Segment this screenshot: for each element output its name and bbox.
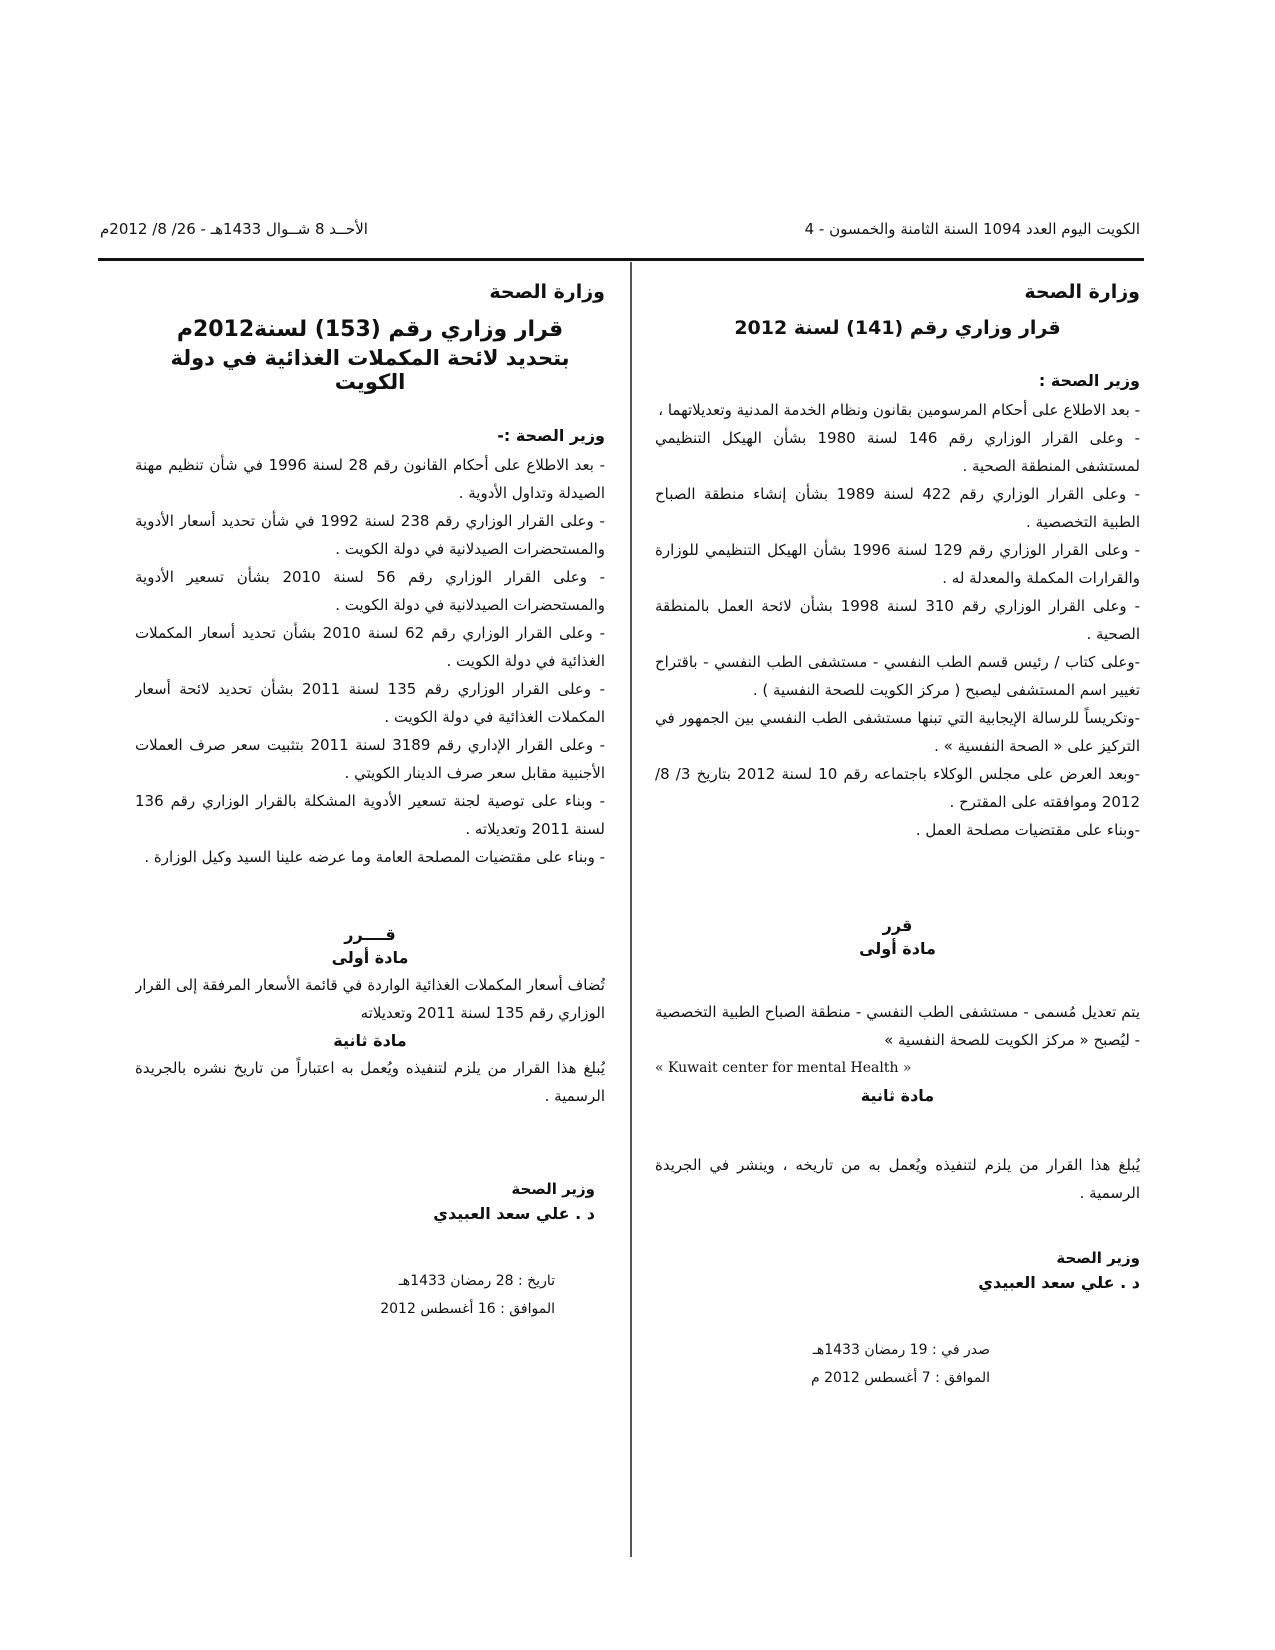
decree-title: قرار وزاري رقم (153) لسنة2012م (176, 317, 564, 342)
decree-title: قرار وزاري رقم (141) لسنة 2012 (734, 317, 1061, 339)
signature-title: وزير الصحة (1056, 1249, 1140, 1267)
ministry-heading: وزارة الصحة (1024, 281, 1140, 303)
preamble-para: - وعلى القرار الوزاري رقم 146 لسنة 1980 بشأن الهيكل التنظيمي لمستشفى المنطقة الصحية . (655, 429, 1140, 475)
preamble-para: -وبناء على مقتضيات مصلحة العمل . (915, 821, 1140, 839)
header-right: الكويت اليوم العدد 1094 السنة الثامنة والخمسون - 4 (804, 220, 1140, 238)
preamble-para: - بعد الاطلاع على أحكام القانون رقم 28 لسنة 1996 في شأن تنظيم مهنة الصيدلة وتداول الأدوية . (135, 456, 605, 502)
article-1-title: مادة أولى (331, 948, 409, 967)
preamble-para: - وعلى القرار الوزاري رقم 135 لسنة 2011 بشأن تحديد لائحة أسعار المكملات الغذائية في دولة الكويت . (135, 680, 605, 726)
decree-153-column (135, 275, 605, 1550)
preamble-para: - وعلى القرار الوزاري رقم 422 لسنة 1989 بشأن إنشاء منطقة الصباح الطبية التخصصية . (655, 485, 1140, 531)
preamble-para: - وعلى القرار الوزاري رقم 62 لسنة 2010 بشأن تحديد أسعار المكملات الغذائية في دولة الكويت . (135, 624, 605, 670)
preamble-para: - وبناء على توصية لجنة تسعير الأدوية المشكلة بالقرار الوزاري رقم 136 لسنة 2011 وتعديلاته . (135, 792, 605, 838)
article-1-text: تُضاف أسعار المكملات الغذائية الواردة في قائمة الأسعار المرفقة إلى القرار الوزاري رقم 135 لسنة 2011 وتعديلاته (135, 976, 605, 1022)
column-divider (630, 262, 632, 1557)
preamble-para: -وعلى كتاب / رئيس قسم الطب النفسي - مستشفى الطب النفسي - باقتراح تغيير اسم المستشفى ليصبح ( مركز الكويت للصحة النفسية ) . (655, 653, 1140, 699)
running-header (100, 220, 1140, 250)
preamble-para: -وبعد العرض على مجلس الوكلاء باجتماعه رقم 10 لسنة 2012 بتاريخ 3/ 8/ 2012 وموافقته على المقترح . (655, 765, 1140, 811)
issue-date: تاريخ : 28 رمضان 1433هـ (398, 1273, 555, 1289)
signature-title: وزير الصحة (511, 1180, 595, 1198)
article-1-title: مادة أولى (859, 939, 936, 958)
preamble-para: - وعلى القرار الوزاري رقم 310 لسنة 1998 بشأن لائحة العمل بالمنطقة الصحية . (655, 597, 1140, 643)
preamble-para: - بعد الاطلاع على أحكام المرسومين بقانون ونظام الخدمة المدنية وتعديلاتهما ، (658, 401, 1140, 419)
signature-name: د . علي سعد العبيدي (978, 1273, 1140, 1292)
header-rule (98, 258, 1144, 261)
decree-subtitle: بتحديد لائحة المكملات الغذائية في دولة الكويت (170, 346, 570, 394)
minister-label: وزير الصحة : (1038, 371, 1140, 390)
preamble-para: -وتكريساً للرسالة الإيجابية التي تبنها مستشفى الطب النفسي بين الجمهور في التركيز على « الصحة النفسية » . (655, 709, 1140, 755)
preamble-para: - وعلى القرار الإداري رقم 3189 لسنة 2011 بتثبيت سعر صرف العملات الأجنبية مقابل سعر صرف الدينار الكويتي . (135, 736, 605, 782)
signature-name: د . علي سعد العبيدي (433, 1204, 595, 1223)
article-2-title: مادة ثانية (333, 1031, 407, 1050)
preamble-para: - وعلى القرار الوزاري رقم 56 لسنة 2010 بشأن تسعير الأدوية والمستحضرات الصيدلانية في دولة الكويت . (135, 568, 605, 614)
article-2-title: مادة ثانية (860, 1086, 935, 1105)
minister-label: وزير الصحة :- (497, 426, 605, 445)
article-1-text: يتم تعديل مُسمى - مستشفى الطب النفسي - منطقة الصباح الطبية التخصصية - ليُصبح « مركز الكويت للصحة النفسية » (655, 1003, 1140, 1049)
article-1-latin: « Kuwait center for mental Health » (655, 1060, 912, 1076)
header-left: الأحــد 8 شــوال 1433هـ - 26/ 8/ 2012م (100, 220, 368, 238)
article-2-text: يُبلغ هذا القرار من يلزم لتنفيذه ويُعمل به اعتباراً من تاريخ نشره بالجريدة الرسمية . (135, 1059, 605, 1105)
gregorian-date: الموافق : 7 أغسطس 2012 م (811, 1370, 990, 1386)
decides-heading: قــــرر (344, 925, 396, 944)
decree-141-column (655, 275, 1140, 1550)
preamble-para: - وعلى القرار الوزاري رقم 129 لسنة 1996 بشأن الهيكل التنظيمي للوزارة والقرارات المكملة والمعدلة له . (655, 541, 1140, 587)
article-2-text: يُبلغ هذا القرار من يلزم لتنفيذه ويُعمل به من تاريخه ، وينشر في الجريدة الرسمية . (655, 1156, 1140, 1202)
ministry-heading: وزارة الصحة (489, 281, 605, 303)
preamble-para: - وعلى القرار الوزاري رقم 238 لسنة 1992 في شأن تحديد أسعار الأدوية والمستحضرات الصيدلانية في دولة الكويت . (135, 512, 605, 558)
preamble-para: - وبناء على مقتضيات المصلحة العامة وما عرضه علينا السيد وكيل الوزارة . (144, 848, 605, 866)
issue-date: صدر في : 19 رمضان 1433هـ (812, 1342, 990, 1358)
decides-heading: قرر (882, 916, 913, 935)
gregorian-date: الموافق : 16 أغسطس 2012 (380, 1301, 555, 1317)
